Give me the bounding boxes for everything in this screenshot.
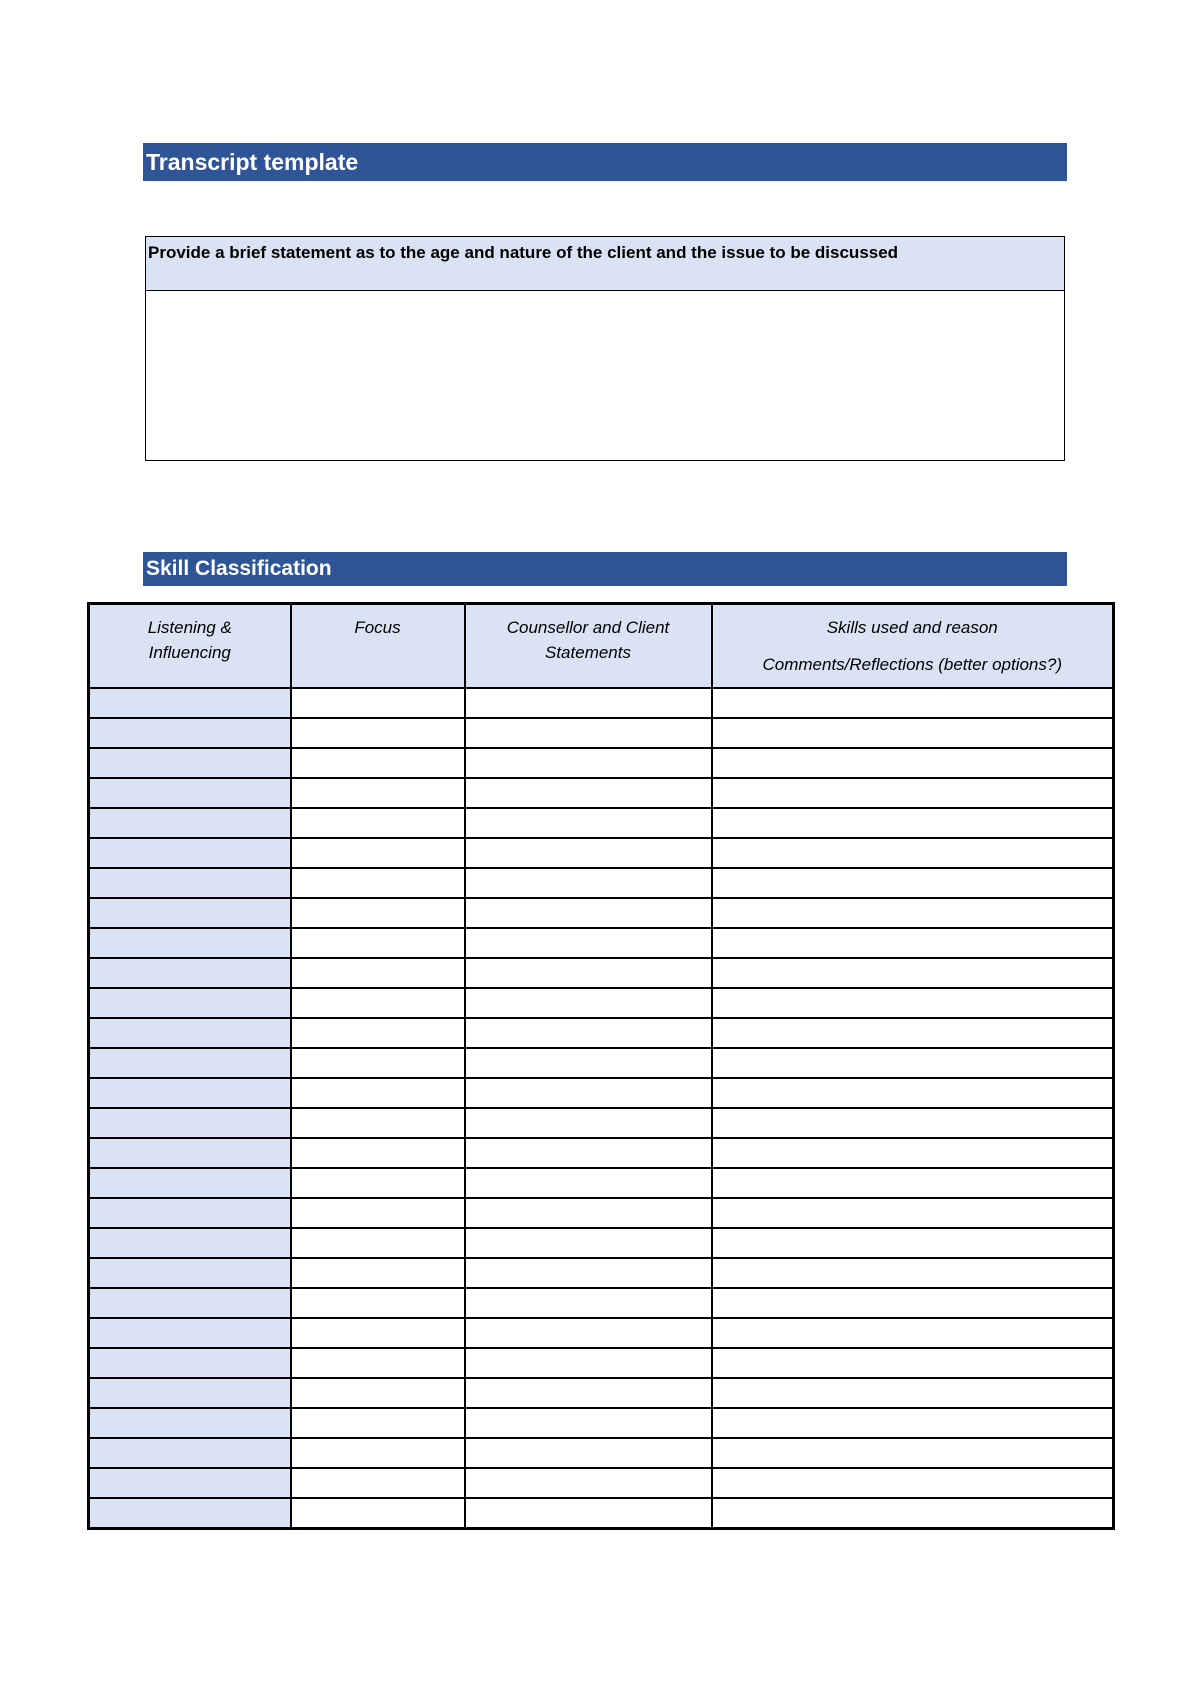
focus-cell[interactable] bbox=[291, 1108, 465, 1138]
statements-cell[interactable] bbox=[465, 898, 712, 928]
listening-influencing-cell[interactable] bbox=[89, 1108, 291, 1138]
comments-cell[interactable] bbox=[712, 778, 1114, 808]
statements-cell[interactable] bbox=[465, 868, 712, 898]
listening-influencing-cell[interactable] bbox=[89, 1468, 291, 1498]
focus-cell[interactable] bbox=[291, 778, 465, 808]
listening-influencing-cell[interactable] bbox=[89, 1138, 291, 1168]
comments-cell[interactable] bbox=[712, 1378, 1114, 1408]
focus-cell[interactable] bbox=[291, 928, 465, 958]
listening-influencing-cell[interactable] bbox=[89, 1198, 291, 1228]
statements-cell[interactable] bbox=[465, 1408, 712, 1438]
focus-cell[interactable] bbox=[291, 1438, 465, 1468]
focus-cell[interactable] bbox=[291, 838, 465, 868]
header-focus: Focus bbox=[291, 604, 465, 688]
focus-cell[interactable] bbox=[291, 1048, 465, 1078]
focus-cell[interactable] bbox=[291, 1288, 465, 1318]
statements-cell[interactable] bbox=[465, 958, 712, 988]
comments-cell[interactable] bbox=[712, 718, 1114, 748]
listening-influencing-cell[interactable] bbox=[89, 1078, 291, 1108]
statements-cell[interactable] bbox=[465, 1138, 712, 1168]
comments-cell[interactable] bbox=[712, 1048, 1114, 1078]
table-row bbox=[89, 1438, 1114, 1468]
table-row bbox=[89, 898, 1114, 928]
table-body bbox=[89, 688, 1114, 1529]
comments-cell[interactable] bbox=[712, 688, 1114, 718]
statements-cell[interactable] bbox=[465, 1048, 712, 1078]
listening-influencing-cell[interactable] bbox=[89, 928, 291, 958]
focus-cell[interactable] bbox=[291, 1318, 465, 1348]
statements-cell[interactable] bbox=[465, 1378, 712, 1408]
statements-cell[interactable] bbox=[465, 1168, 712, 1198]
comments-cell[interactable] bbox=[712, 1018, 1114, 1048]
comments-cell[interactable] bbox=[712, 838, 1114, 868]
client-statement-field[interactable] bbox=[146, 291, 1064, 460]
focus-cell[interactable] bbox=[291, 688, 465, 718]
table-row bbox=[89, 1018, 1114, 1048]
comments-cell[interactable] bbox=[712, 1168, 1114, 1198]
focus-cell[interactable] bbox=[291, 1468, 465, 1498]
statements-cell[interactable] bbox=[465, 988, 712, 1018]
comments-cell[interactable] bbox=[712, 1318, 1114, 1348]
comments-cell[interactable] bbox=[712, 898, 1114, 928]
comments-cell[interactable] bbox=[712, 808, 1114, 838]
comments-cell[interactable] bbox=[712, 748, 1114, 778]
statements-cell[interactable] bbox=[465, 1318, 712, 1348]
listening-influencing-cell[interactable] bbox=[89, 1378, 291, 1408]
table-row bbox=[89, 1108, 1114, 1138]
listening-influencing-cell[interactable] bbox=[89, 838, 291, 868]
table-row bbox=[89, 1138, 1114, 1168]
statements-cell[interactable] bbox=[465, 808, 712, 838]
comments-cell[interactable] bbox=[712, 1078, 1114, 1108]
table-row bbox=[89, 868, 1114, 898]
comments-cell[interactable] bbox=[712, 1408, 1114, 1438]
comments-cell[interactable] bbox=[712, 1438, 1114, 1468]
table-row bbox=[89, 1408, 1114, 1438]
focus-cell[interactable] bbox=[291, 808, 465, 838]
listening-influencing-cell[interactable] bbox=[89, 1018, 291, 1048]
statements-cell[interactable] bbox=[465, 1108, 712, 1138]
table-row bbox=[89, 988, 1114, 1018]
focus-cell[interactable] bbox=[291, 718, 465, 748]
table-row bbox=[89, 928, 1114, 958]
focus-cell[interactable] bbox=[291, 1198, 465, 1228]
table-row bbox=[89, 718, 1114, 748]
table-row bbox=[89, 1078, 1114, 1108]
table-row bbox=[89, 1198, 1114, 1228]
table-row bbox=[89, 748, 1114, 778]
listening-influencing-cell[interactable] bbox=[89, 958, 291, 988]
table-row bbox=[89, 778, 1114, 808]
table-row bbox=[89, 1318, 1114, 1348]
statements-cell[interactable] bbox=[465, 1198, 712, 1228]
statements-cell[interactable] bbox=[465, 1498, 712, 1529]
table-row bbox=[89, 958, 1114, 988]
comments-cell[interactable] bbox=[712, 1468, 1114, 1498]
statements-cell[interactable] bbox=[465, 748, 712, 778]
skill-classification-table bbox=[87, 602, 1115, 1530]
statements-cell[interactable] bbox=[465, 1348, 712, 1378]
focus-cell[interactable] bbox=[291, 1378, 465, 1408]
header-counsellor-client-statements: Counsellor and Client Statements bbox=[465, 604, 712, 688]
table-row bbox=[89, 838, 1114, 868]
focus-cell[interactable] bbox=[291, 1138, 465, 1168]
listening-influencing-cell[interactable] bbox=[89, 1318, 291, 1348]
table-row bbox=[89, 1378, 1114, 1408]
table-header-row bbox=[89, 604, 1114, 688]
table-row bbox=[89, 1498, 1114, 1529]
table-row bbox=[89, 1288, 1114, 1318]
table-row bbox=[89, 688, 1114, 718]
comments-cell[interactable] bbox=[712, 868, 1114, 898]
listening-influencing-cell[interactable] bbox=[89, 1498, 291, 1529]
comments-cell[interactable] bbox=[712, 1258, 1114, 1288]
statements-cell[interactable] bbox=[465, 688, 712, 718]
comments-cell[interactable] bbox=[712, 1498, 1114, 1529]
skill-classification-title: Skill Classification bbox=[143, 552, 1067, 586]
table-row bbox=[89, 808, 1114, 838]
table-row bbox=[89, 1348, 1114, 1378]
comments-cell[interactable] bbox=[712, 958, 1114, 988]
comments-cell[interactable] bbox=[712, 1138, 1114, 1168]
statements-cell[interactable] bbox=[465, 1288, 712, 1318]
comments-cell[interactable] bbox=[712, 928, 1114, 958]
listening-influencing-cell[interactable] bbox=[89, 1348, 291, 1378]
focus-cell[interactable] bbox=[291, 1018, 465, 1048]
table-row bbox=[89, 1468, 1114, 1498]
table-row bbox=[89, 1258, 1114, 1288]
listening-influencing-cell[interactable] bbox=[89, 868, 291, 898]
statements-cell[interactable] bbox=[465, 1468, 712, 1498]
focus-cell[interactable] bbox=[291, 958, 465, 988]
comments-cell[interactable] bbox=[712, 988, 1114, 1018]
comments-cell[interactable] bbox=[712, 1348, 1114, 1378]
statements-cell[interactable] bbox=[465, 1258, 712, 1288]
page-title: Transcript template bbox=[143, 143, 1067, 181]
listening-influencing-cell[interactable] bbox=[89, 898, 291, 928]
focus-cell[interactable] bbox=[291, 868, 465, 898]
listening-influencing-cell[interactable] bbox=[89, 808, 291, 838]
focus-cell[interactable] bbox=[291, 1228, 465, 1258]
table-row bbox=[89, 1228, 1114, 1258]
listening-influencing-cell[interactable] bbox=[89, 688, 291, 718]
listening-influencing-cell[interactable] bbox=[89, 1228, 291, 1258]
statements-cell[interactable] bbox=[465, 718, 712, 748]
focus-cell[interactable] bbox=[291, 1078, 465, 1108]
statements-cell[interactable] bbox=[465, 1438, 712, 1468]
comments-cell[interactable] bbox=[712, 1288, 1114, 1318]
focus-cell[interactable] bbox=[291, 1408, 465, 1438]
listening-influencing-cell[interactable] bbox=[89, 1288, 291, 1318]
comments-cell[interactable] bbox=[712, 1198, 1114, 1228]
listening-influencing-cell[interactable] bbox=[89, 1258, 291, 1288]
listening-influencing-cell[interactable] bbox=[89, 718, 291, 748]
focus-cell[interactable] bbox=[291, 1258, 465, 1288]
statements-cell[interactable] bbox=[465, 778, 712, 808]
focus-cell[interactable] bbox=[291, 1498, 465, 1529]
client-statement-label: Provide a brief statement as to the age and nature of the client and the issue to be discussed bbox=[146, 237, 1064, 291]
table-row bbox=[89, 1168, 1114, 1198]
listening-influencing-cell[interactable] bbox=[89, 988, 291, 1018]
listening-influencing-cell[interactable] bbox=[89, 748, 291, 778]
client-statement-box bbox=[145, 236, 1065, 461]
table-row bbox=[89, 1048, 1114, 1078]
listening-influencing-cell[interactable] bbox=[89, 1408, 291, 1438]
statements-cell[interactable] bbox=[465, 1228, 712, 1258]
focus-cell[interactable] bbox=[291, 1348, 465, 1378]
statements-cell[interactable] bbox=[465, 1078, 712, 1108]
focus-cell[interactable] bbox=[291, 988, 465, 1018]
header-listening-influencing: Listening & Influencing bbox=[89, 604, 291, 688]
header-skills-comments: Skills used and reason Comments/Reflections (better options?) bbox=[712, 604, 1114, 688]
comments-cell[interactable] bbox=[712, 1228, 1114, 1258]
statements-cell[interactable] bbox=[465, 928, 712, 958]
listening-influencing-cell[interactable] bbox=[89, 778, 291, 808]
listening-influencing-cell[interactable] bbox=[89, 1438, 291, 1468]
comments-cell[interactable] bbox=[712, 1108, 1114, 1138]
focus-cell[interactable] bbox=[291, 898, 465, 928]
listening-influencing-cell[interactable] bbox=[89, 1048, 291, 1078]
statements-cell[interactable] bbox=[465, 838, 712, 868]
statements-cell[interactable] bbox=[465, 1018, 712, 1048]
focus-cell[interactable] bbox=[291, 748, 465, 778]
focus-cell[interactable] bbox=[291, 1168, 465, 1198]
listening-influencing-cell[interactable] bbox=[89, 1168, 291, 1198]
